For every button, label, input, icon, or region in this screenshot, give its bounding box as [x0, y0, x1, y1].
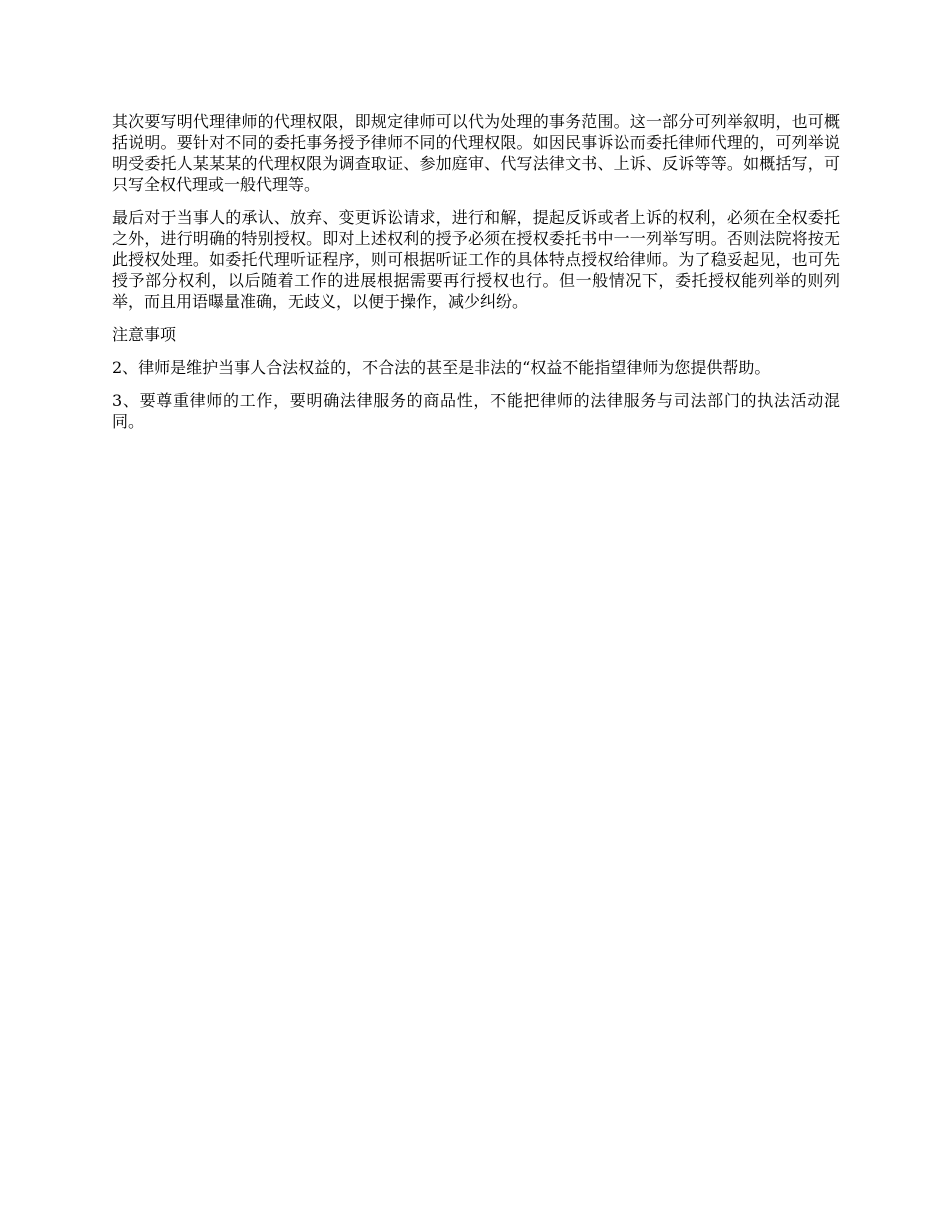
paragraph-special-authorization: 最后对于当事人的承认、放弃、变更诉讼请求，进行和解，提起反诉或者上诉的权利，必须在全权委托之外，进行明确的特别授权。即对上述权利的授予必须在授权委托书中一一列举写明。否则法院将按无此授权处理。如委托代理听证程序，则可根据听证工作的具体特点授权给律师。为了稳妥起见，也可先授予部分权利，以后随着工作的进展根据需要再行授权也行。但一般情况下，委托授权能列举的则列举，而且用语曝量准确，无歧义，以便于操作，减少纠纷。	[112, 208, 840, 311]
notes-heading: 注意事项	[112, 325, 177, 344]
document-page	[112, 111, 840, 444]
paragraph-authority-scope: 其次要写明代理律师的代理权限，即规定律师可以代为处理的事务范围。这一部分可列举叙明，也可概括说明。要针对不同的委托事务授予律师不同的代理权限。如因民事诉讼而委托律师代理的，可列举说明受委托人某某某的代理权限为调查取证、参加庭审、代写法律文书、上诉、反诉等等。如概括写，可只写全权代理或一般代理等。	[112, 112, 840, 194]
note-item-3: 3、要尊重律师的工作，要明确法律服务的商品性，不能把律师的法律服务与司法部门的执法活动混同。	[112, 391, 840, 431]
note-item-2: 2、律师是维护当事人合法权益的，不合法的甚至是非法的“权益不能指望律师为您提供帮助。	[112, 358, 771, 377]
